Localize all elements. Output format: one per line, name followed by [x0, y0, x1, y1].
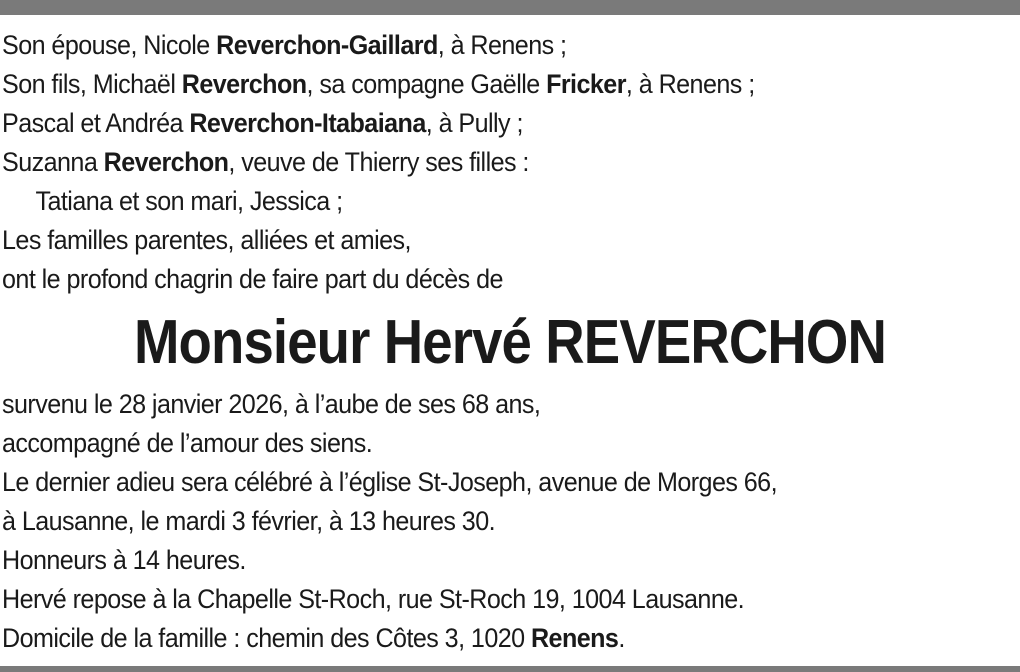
top-rule: [0, 0, 1020, 15]
text-span: Son fils, Michaël: [2, 69, 182, 99]
text-span: , veuve de Thierry ses filles :: [228, 147, 529, 177]
detail-line-date: [2, 385, 941, 424]
family-line-pascal: [2, 104, 941, 143]
details-section: [2, 385, 1012, 658]
text-span: , sa compagne Gaëlle: [306, 69, 547, 99]
bold-surname: Reverchon-Itabaiana: [189, 108, 426, 138]
text-span: survenu le 28 janvier 2026, à l’aube de ses 68 ans,: [2, 389, 541, 419]
family-line-suzanna: [2, 143, 941, 182]
text-span: Pascal et Andréa: [2, 108, 190, 138]
text-span: .: [618, 623, 625, 653]
text-span: Suzanna: [2, 147, 104, 177]
detail-line-honours: [2, 541, 941, 580]
bold-surname: Reverchon-Gaillard: [216, 30, 438, 60]
text-span: à Lausanne, le mardi 3 février, à 13 heures 30.: [2, 506, 496, 536]
family-line-announcement: [2, 260, 941, 299]
detail-line-rests: [2, 580, 941, 619]
bold-surname: Fricker: [546, 69, 626, 99]
text-span: , à Renens ;: [625, 69, 755, 99]
detail-line-ceremony: [2, 463, 941, 502]
text-span: accompagné de l’amour des siens.: [2, 428, 373, 458]
text-span: Le dernier adieu sera célébré à l’église St-Joseph, avenue de Morges 66,: [2, 467, 778, 497]
deceased-name: Monsieur Hervé REVERCHON: [133, 308, 886, 377]
text-span: Son épouse, Nicole: [2, 30, 217, 60]
bold-surname: Reverchon: [103, 147, 229, 177]
detail-line-ceremony-time: [2, 502, 941, 541]
family-section: [2, 26, 1012, 299]
bold-surname: Reverchon: [181, 69, 307, 99]
text-span: , à Pully ;: [425, 108, 523, 138]
text-span: Domicile de la famille : chemin des Côtes 3, 1020: [2, 623, 531, 653]
detail-line-domicile: [2, 619, 941, 658]
text-span: Honneurs à 14 heures.: [2, 545, 246, 575]
family-line-daughters: [2, 182, 941, 221]
detail-line-accompanied: [2, 424, 941, 463]
text-span: Les familles parentes, alliées et amies,: [2, 225, 411, 255]
bold-town: Renens: [530, 623, 619, 653]
text-span: ont le profond chagrin de faire part du décès de: [2, 264, 503, 294]
family-line-spouse: [2, 26, 941, 65]
bottom-rule: [0, 666, 1020, 672]
text-span: , à Renens ;: [437, 30, 567, 60]
family-line-son: [2, 65, 941, 104]
text-span: Tatiana et son mari, Jessica ;: [35, 186, 343, 216]
family-line-relatives: [2, 221, 941, 260]
text-span: Hervé repose à la Chapelle St-Roch, rue St-Roch 19, 1004 Lausanne.: [2, 584, 745, 614]
